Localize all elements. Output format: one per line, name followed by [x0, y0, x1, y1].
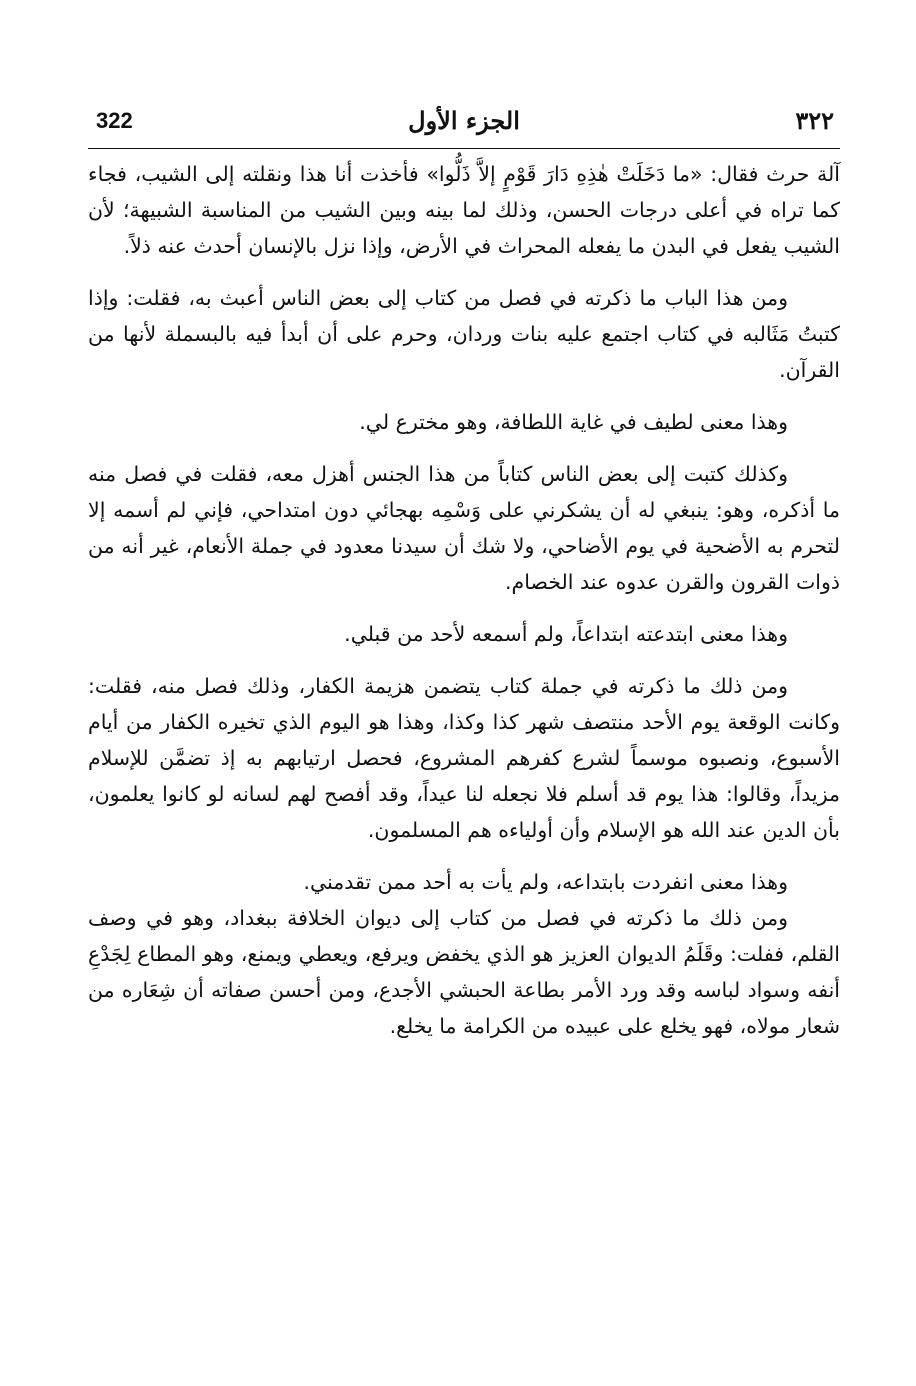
paragraph-3: وهذا معنى لطيف في غاية اللطافة، وهو مخترع لي. [359, 410, 788, 434]
page-body [88, 156, 840, 1044]
paragraph-2: ومن هذا الباب ما ذكرته في فصل من كتاب إلى بعض الناس أعبث به، فقلت: وإذا كتبتُ مَثَالبه في كتاب اجتمع عليه بنات وردان، وحرم على أن أبدأ فيه بالبسملة لأنها من القرآن. [88, 286, 840, 382]
header-rule [88, 148, 840, 149]
running-title: الجزء الأول [408, 106, 520, 135]
book-page [88, 104, 840, 1344]
page-number-arabic: ٣٢٢ [795, 106, 834, 135]
paragraph-6: ومن ذلك ما ذكرته في جملة كتاب يتضمن هزيمة الكفار، وذلك فصل منه، فقلت: وكانت الوقعة يوم الأحد منتصف شهر كذا وكذا، وهذا هو اليوم الذي تخيره الكفار من أيام الأسبوع، ونصبوه موسماً لشرع كفرهم المشروع، فحصل ارتيابهم به إذ تضمَّن للإسلام مزيداً، وقالوا: هذا يوم قد أسلم فلا نجعله لنا عيداً، وقد أفصح لهم لسانه لو كانوا يعلمون، بأن الدين عند الله هو الإسلام وأن أولياءه هم المسلمون. [88, 674, 840, 842]
page-number-latin: 322 [96, 108, 133, 133]
paragraph-1: آلة حرث فقال: «ما دَخَلَتْ هٰذِهِ دَارَ قَوْمٍ إلاَّ ذَلُّوا» فأخذت أنا هذا ونقلته إلى الشيب، فجاء كما تراه في أعلى درجات الحسن، وذلك لما بينه وبين الشيب من المناسبة الشبيهة؛ لأن الشيب يفعل في البدن ما يفعله المحراث في الأرض، وإذا نزل بالإنسان أحدث عنه ذلاً. [88, 162, 840, 258]
paragraph-8: ومن ذلك ما ذكرته في فصل من كتاب إلى ديوان الخلافة ببغداد، وهو في وصف القلم، ففلت: وقَلَمُ الديوان العزيز هو الذي يخفض ويرفع، ويعطي ويمنع، وهو المطاع لِجَدْعِ أنفه وسواد لباسه وقد ورد الأمر بطاعة الحبشي الأجدع، ومن أحسن صفاته أن شِعَاره من شعار مولاه، فهو يخلع على عبيده من الكرامة ما يخلع. [88, 906, 840, 1038]
paragraph-5: وهذا معنى ابتدعته ابتداعاً، ولم أسمعه لأحد من قبلي. [344, 622, 788, 646]
paragraph-4: وكذلك كتبت إلى بعض الناس كتاباً من هذا الجنس أهزل معه، فقلت في فصل منه ما أذكره، وهو: ينبغي له أن يشكرني على وَسْمِه بهجائي دون امتداحي، فإني لم أسمه إلا لتحرم به الأضحية في يوم الأضاحي، ولا شك أن سيدنا معدود في جملة الأنعام، غير أنه من ذوات القرون والقرن عدوه عند الخصام. [88, 462, 840, 594]
page-header [88, 104, 840, 142]
paragraph-7: وهذا معنى انفردت بابتداعه، ولم يأت به أحد ممن تقدمني. [303, 870, 788, 894]
